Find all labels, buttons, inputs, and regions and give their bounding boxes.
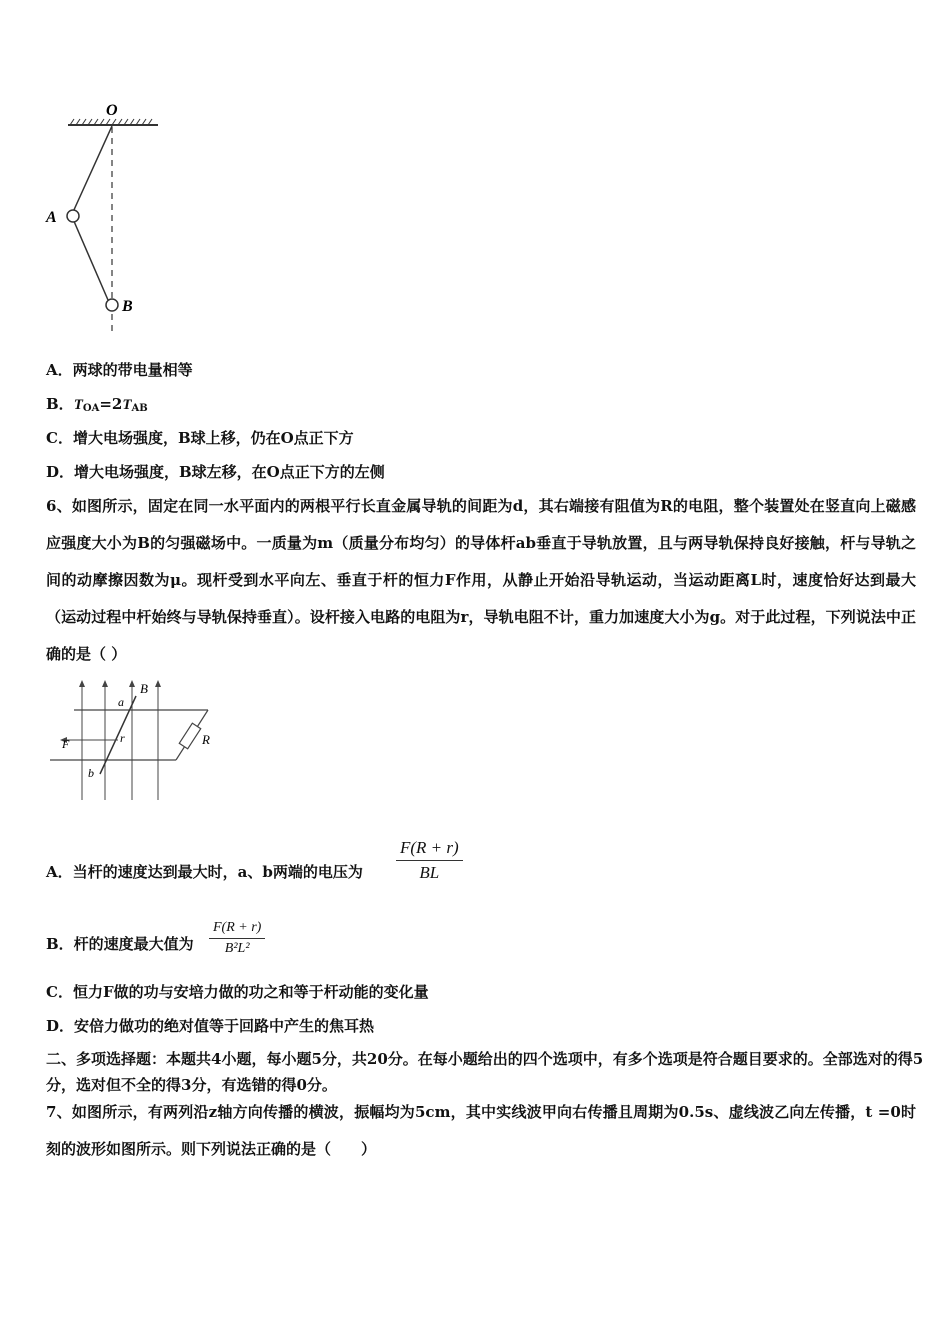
q6-stem: 6、如图所示，固定在同一水平面内的两根平行长直金属导轨的间距为d，其右端接有阻值为R的电阻，整个装置处在竖直向上磁感应强度大小为B的匀强磁场中。一质量为m（质量分布均匀）的导体杆ab垂直于导轨放置，且与两导轨保持良好接触，杆与导轨之间的动摩擦因数为μ。现杆受到水平向左、垂直于杆的恒力F作用，从静止开始沿导轨运动，当运动距离L时，速度恰好达到最大（运动过程中杆始终与导轨保持垂直）。设杆接入电路的电阻为r，导轨电阻不计，重力加速度大小为g。对于此过程，下列说法中正确的是（ ）	[46, 497, 916, 663]
label-b: B	[122, 298, 133, 315]
svg-text:B: B	[140, 681, 148, 696]
section-2-heading: 二、多项选择题：本题共4小题，每小题5分，共20分。在每小题给出的四个选项中，有多个选项是符合题目要求的。全部选对的得5分，选对但不全的得3分，有选错的得0分。	[46, 1050, 924, 1094]
q5-option-b: B．$T_{OA}=2T_{AB}$	[46, 395, 148, 414]
q6-option-a-fraction: $\frac{F(R + r)}{BL}$	[396, 838, 463, 883]
pendulum-figure	[40, 95, 170, 335]
label-o: O	[106, 102, 118, 119]
label-a: A	[46, 209, 57, 226]
svg-text:b: b	[88, 766, 94, 780]
svg-text:a: a	[118, 695, 124, 709]
svg-text:R: R	[202, 732, 210, 747]
q6-option-b: B．杆的速度最大值为	[46, 935, 194, 953]
q6-option-d: D．安倍力做功的绝对值等于回路中产生的焦耳热	[46, 1017, 375, 1035]
q6-option-b-fraction: $\frac{F(R + r)}{\text{B²L²}}$	[209, 920, 265, 957]
q5-option-c: C．增大电场强度，B球上移，仍在O点正下方	[46, 429, 354, 447]
svg-text:r: r	[120, 731, 125, 745]
q6-option-c: C．恒力F做的功与安培力做的功之和等于杆动能的变化量	[46, 983, 429, 1001]
rails-figure	[48, 676, 228, 806]
q5-option-a: A．两球的带电量相等	[46, 361, 193, 379]
q7-stem: 7、如图所示，有两列沿z轴方向传播的横波，振幅均为5cm，其中实线波甲向右传播且周期为0.5s、虚线波乙向左传播，t =0时刻的波形如图所示。则下列说法正确的是（ ）	[46, 1103, 916, 1158]
q6-option-a: A．当杆的速度达到最大时，a、b两端的电压为	[46, 863, 363, 881]
svg-text:F: F	[62, 737, 70, 751]
q5-option-d: D．增大电场强度，B球左移，在O点正下方的左侧	[46, 463, 385, 481]
